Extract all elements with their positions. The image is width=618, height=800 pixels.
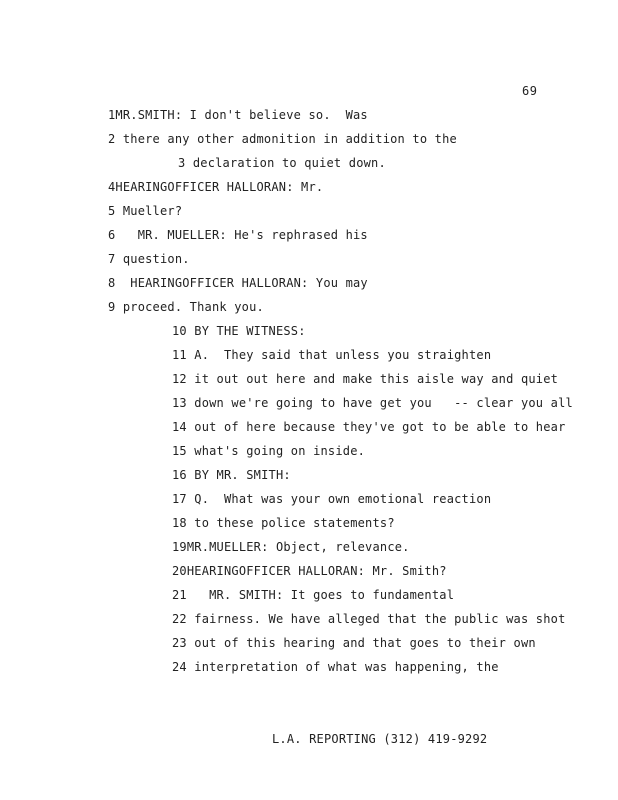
transcript-line: 12 it out out here and make this aisle way and quiet xyxy=(172,372,559,386)
transcript-line: 24 interpretation of what was happening, the xyxy=(172,660,499,674)
transcript-line: 21 MR. SMITH: It goes to fundamental xyxy=(172,588,455,602)
transcript-line: 22 fairness. We have alleged that the public was shot xyxy=(172,612,566,626)
transcript-line: 11 A. They said that unless you straighten xyxy=(172,348,492,362)
transcript-line: 5 Mueller? xyxy=(108,204,183,218)
transcript-line: 17 Q. What was your own emotional reaction xyxy=(172,492,492,506)
transcript-line: 10 BY THE WITNESS: xyxy=(172,324,306,338)
page-number: 69 xyxy=(522,84,538,98)
transcript-line: 6 MR. MUELLER: He's rephrased his xyxy=(108,228,368,242)
transcript-line: 13 down we're going to have get you -- clear you all xyxy=(172,396,573,410)
transcript-line: 9 proceed. Thank you. xyxy=(108,300,264,314)
transcript-line: 2 there any other admonition in addition to the xyxy=(108,132,457,146)
transcript-line: 8 HEARINGOFFICER HALLORAN: You may xyxy=(108,276,368,290)
transcript-line: 19MR.MUELLER: Object, relevance. xyxy=(172,540,410,554)
transcript-line: 23 out of this hearing and that goes to their own xyxy=(172,636,536,650)
transcript-line: 4HEARINGOFFICER HALLORAN: Mr. xyxy=(108,180,324,194)
transcript-line: 18 to these police statements? xyxy=(172,516,395,530)
transcript-line: 20HEARINGOFFICER HALLORAN: Mr. Smith? xyxy=(172,564,447,578)
transcript-line: 14 out of here because they've got to be able to hear xyxy=(172,420,566,434)
transcript-line: 7 question. xyxy=(108,252,190,266)
transcript-line: 1MR.SMITH: I don't believe so. Was xyxy=(108,108,368,122)
transcript-line: 3 declaration to quiet down. xyxy=(178,156,386,170)
transcript-line: 15 what's going on inside. xyxy=(172,444,366,458)
transcript-line: 16 BY MR. SMITH: xyxy=(172,468,291,482)
reporter-footer: L.A. REPORTING (312) 419-9292 xyxy=(272,732,488,746)
